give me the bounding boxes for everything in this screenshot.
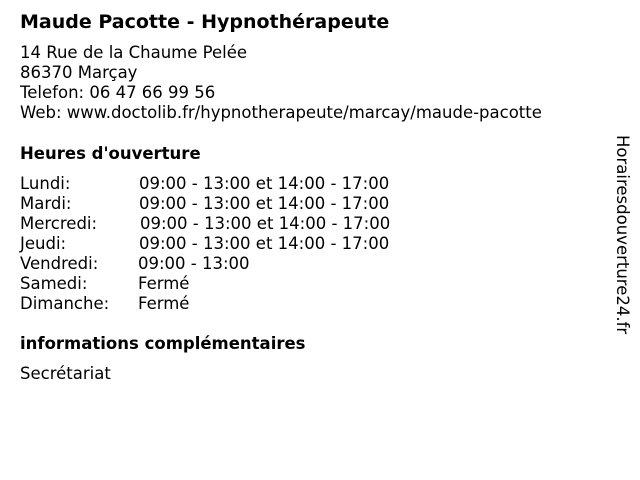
info-heading: informations complémentaires xyxy=(20,334,306,353)
website: Web: www.doctolib.fr/hypnotherapeute/marcay/maude-pacotte xyxy=(20,103,542,122)
day-label: Mardi: xyxy=(20,194,72,213)
address-block xyxy=(20,43,542,123)
time-value: 09:00 - 13:00 et 14:00 - 17:00 xyxy=(139,234,390,253)
info-text: Secrétariat xyxy=(20,364,111,383)
watermark: Horairesdouverture24.fr xyxy=(613,135,632,335)
day-label: Vendredi: xyxy=(20,254,99,273)
time-value: 09:00 - 13:00 xyxy=(138,254,250,273)
time-value: 09:00 - 13:00 et 14:00 - 17:00 xyxy=(139,174,390,193)
page-title: Maude Pacotte - Hypnothérapeute xyxy=(20,11,390,33)
day-label: Lundi: xyxy=(20,174,71,193)
day-label: Samedi: xyxy=(20,274,88,293)
time-value: 09:00 - 13:00 et 14:00 - 17:00 xyxy=(140,214,391,233)
time-value: Fermé xyxy=(138,274,190,293)
time-value: 09:00 - 13:00 et 14:00 - 17:00 xyxy=(139,194,390,213)
time-value: Fermé xyxy=(138,294,190,313)
street-address: 14 Rue de la Chaume Pelée xyxy=(20,43,248,62)
city-address: 86370 Marçay xyxy=(20,63,138,82)
hours-heading: Heures d'ouverture xyxy=(20,144,201,163)
day-label: Dimanche: xyxy=(20,294,110,313)
day-label: Jeudi: xyxy=(20,234,67,253)
day-label: Mercredi: xyxy=(20,214,98,233)
phone-number: Telefon: 06 47 66 99 56 xyxy=(20,83,216,102)
